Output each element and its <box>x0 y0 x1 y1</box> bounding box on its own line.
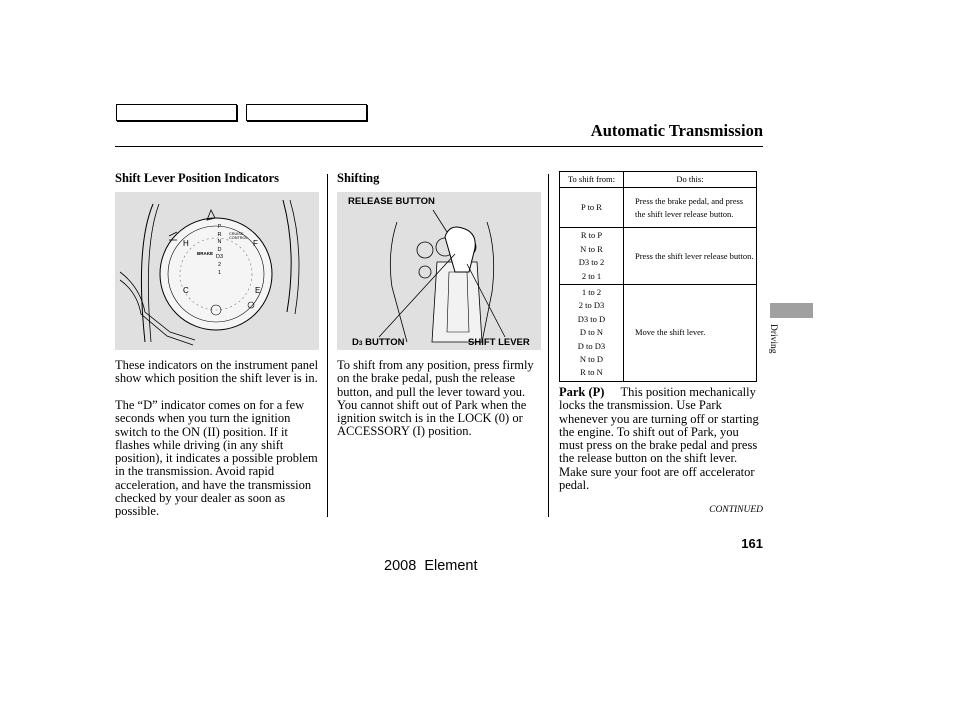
table-row-1-from: P to R <box>560 188 624 228</box>
table-row-3-line-6: N to D <box>579 354 604 365</box>
gauge-hot-mark: H <box>183 239 189 248</box>
table-header-do: Do this: <box>624 172 757 188</box>
table-row-3-line-3: D3 to D <box>577 313 606 324</box>
instrument-panel-figure <box>115 192 319 350</box>
d3-button-label-sub: 3 <box>358 340 363 347</box>
brake-indicator: BRAKE <box>197 251 214 256</box>
shifting-heading: Shifting <box>337 171 380 185</box>
d3-button-label <box>352 337 405 348</box>
shift-indicator-text-1: These indicators on the instrument panel show which position the shift lever is in. <box>115 358 319 386</box>
column-divider-2 <box>548 174 549 517</box>
shift-procedure-table <box>559 171 757 382</box>
shift-indicator-text-2: The “D” indicator comes on for a few seconds when you turn the ignition switch to the ON (II) position. If it flashes while driving (in any shift position), it indicates a possible problem in the transmission. Avoid rapid acceleration, and have the transmission checked by your dealer as soon as possible. <box>115 398 318 519</box>
shift-indicator-heading: Shift Lever Position Indicators <box>115 171 280 185</box>
table-header-from: To shift from: <box>560 172 624 188</box>
footer-model: 2008 Element <box>384 558 478 574</box>
table-header-row <box>560 172 757 188</box>
gear-indicator-r: R <box>217 231 222 238</box>
page-title: Automatic Transmission <box>590 121 763 140</box>
title-rule <box>115 146 763 147</box>
page-number: 161 <box>741 536 763 551</box>
gear-indicator-1: 1 <box>217 269 222 276</box>
table-row-3-from <box>560 285 624 382</box>
section-side-tab <box>770 303 813 318</box>
table-row-3-line-1: 1 to 2 <box>581 287 602 298</box>
gear-indicator-2: 2 <box>217 261 222 268</box>
table-row-3-do: Move the shift lever. <box>624 285 757 382</box>
table-row-2-do: Press the shift lever release button. <box>624 228 757 285</box>
table-row-3-line-2: 2 to D3 <box>578 300 605 311</box>
park-paragraph <box>559 386 764 492</box>
gear-indicator-n: N <box>217 239 222 246</box>
park-text: This position mechanically locks the transmission. Use Park whenever you are turning off or starting the engine. To shift out of Park, you must press on the brake pedal and press the release button on the shift lever. Make sure your foot are off accelerator pedal. <box>559 385 759 493</box>
d3-button-label-prefix: D <box>352 337 359 348</box>
header-tab-box-2 <box>246 104 367 121</box>
shift-lever-figure <box>337 192 541 350</box>
gear-indicator-column <box>216 224 223 277</box>
table-row-3-line-4: D to N <box>579 327 604 338</box>
shift-lever-label: SHIFT LEVER <box>468 337 530 348</box>
continued-label: CONTINUED <box>709 505 763 515</box>
cruise-control-indicator: CRUISE CONTROL <box>229 232 248 241</box>
section-side-label: Driving <box>768 324 778 354</box>
table-row-3-line-7: R to N <box>580 367 603 378</box>
gauge-empty-mark: E <box>255 286 261 295</box>
header-tab-box-1 <box>116 104 237 121</box>
gear-indicator-d3: D3 <box>216 254 224 261</box>
column-divider-1 <box>327 174 328 517</box>
table-row <box>560 285 757 382</box>
table-row-2-line-4: 2 to 1 <box>581 270 602 281</box>
table-row-1-do: Press the brake pedal, and press the shift lever release button. <box>624 188 757 228</box>
park-label: Park (P) <box>559 385 605 399</box>
shifting-text: To shift from any position, press firmly on the brake pedal, push the release button, and pull the lever toward you. You cannot shift out of Park when the ignition switch is in the LOCK (0) or ACCESSORY (I) position. <box>337 358 534 439</box>
gauge-cold-mark: C <box>183 286 189 295</box>
table-row-2-line-2: N to R <box>580 243 603 254</box>
shift-lever-illustration <box>337 192 541 350</box>
table-row <box>560 228 757 285</box>
d3-button-label-suffix: BUTTON <box>362 337 405 348</box>
gear-indicator-p: P <box>217 224 222 230</box>
table-row-2-line-1: R to P <box>580 230 603 241</box>
table-row <box>560 188 757 228</box>
gear-indicator-d: D <box>217 246 222 253</box>
table-row-2-line-3: D3 to 2 <box>578 257 605 268</box>
table-row-2-from <box>560 228 624 285</box>
table-row-3-line-5: D to D3 <box>577 340 606 351</box>
release-button-label: RELEASE BUTTON <box>348 196 435 207</box>
gauge-full-mark: F <box>253 239 258 248</box>
